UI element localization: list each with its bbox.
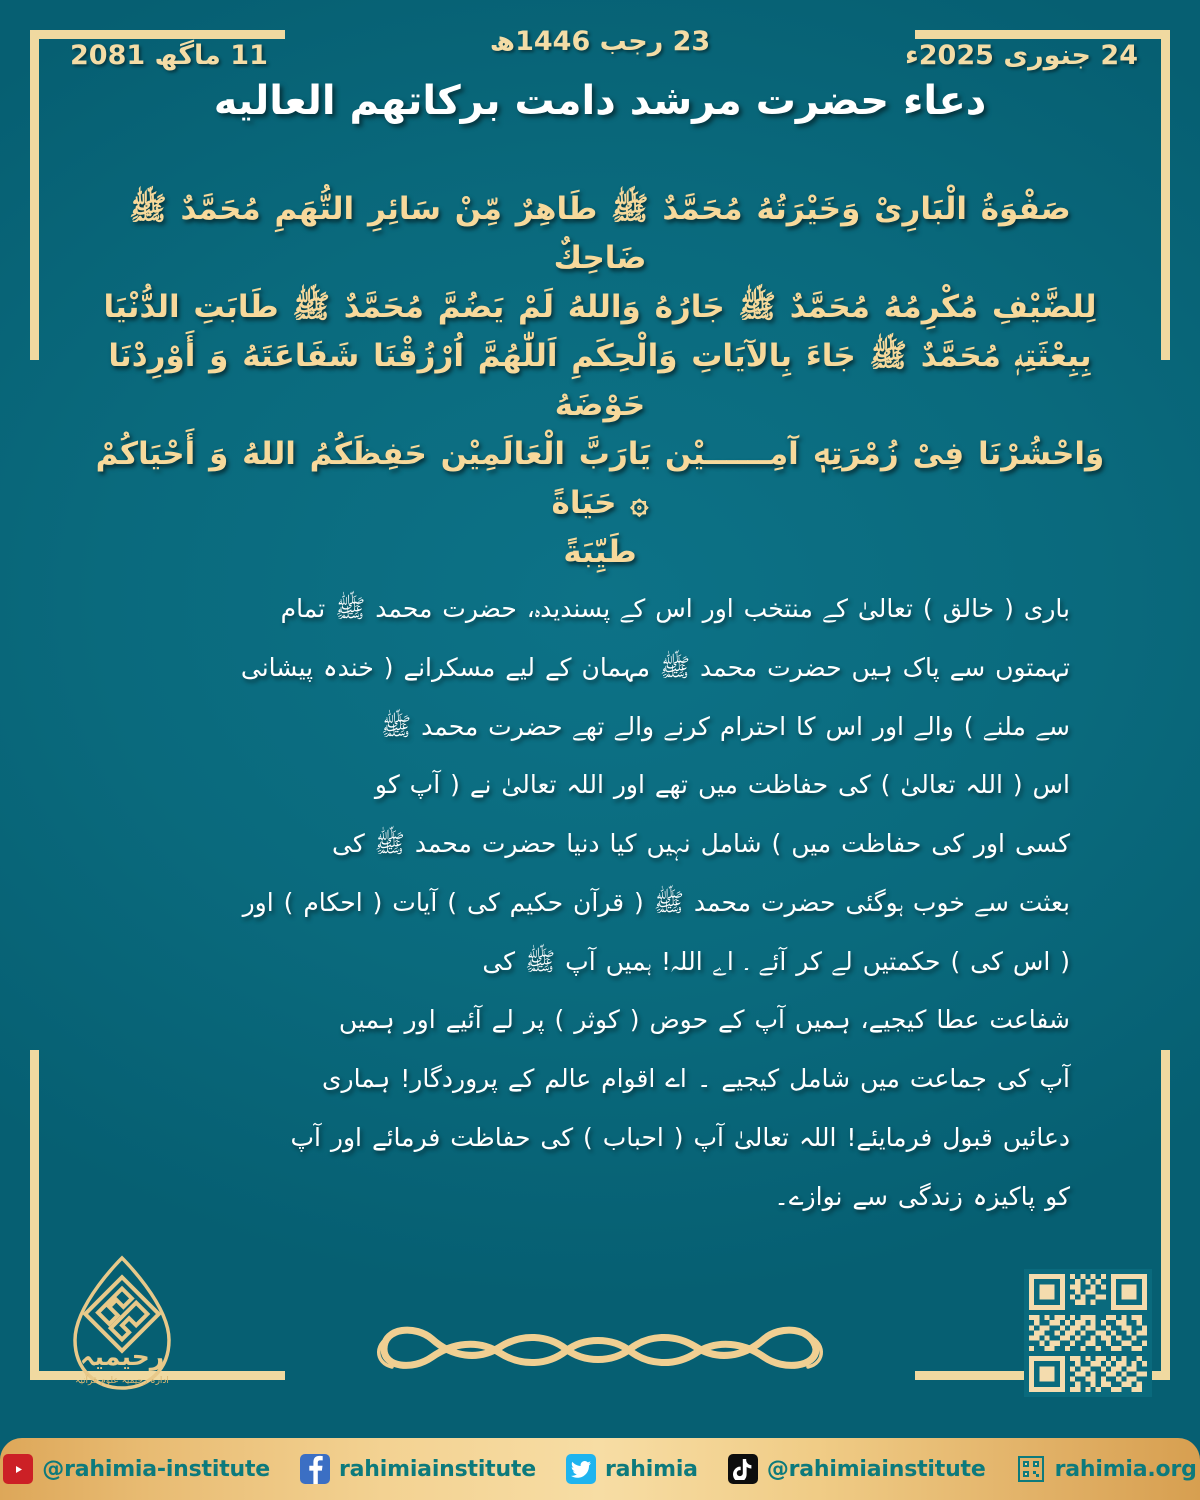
svg-text:ادارہ رحیمیہ علوم قرآنیہ: ادارہ رحیمیہ علوم قرآنیہ [75, 1376, 169, 1386]
frame-right-bottom [1161, 1050, 1170, 1380]
social-handle: rahimia [605, 1456, 698, 1482]
urdu-line: آپ کی جماعت میں شامل کیجیے ۔ اے اقوام عالم کے پروردگار! ہماری [321, 1064, 1070, 1093]
page-title: دعاء حضرت مرشد دامت بركاتهم العاليه [213, 78, 987, 124]
date-bikram: 11 ماگھ 2081 [70, 40, 268, 71]
website-qr-icon [1016, 1454, 1046, 1484]
qr-code[interactable] [1024, 1269, 1152, 1397]
rahimia-institute-logo [55, 1252, 190, 1402]
arabic-line: لِلضَّيْفِ مُكْرِمُهُ مُحَمَّدٌ ﷺ جَارُهُ وَاللهُ لَمْ يَضُمَّ مُحَمَّدٌ ﷺ طَابَتِ الدُّنْيَا [103, 288, 1097, 325]
social-website[interactable] [1016, 1454, 1197, 1484]
svg-text:رحیمیہ: رحیمیہ [79, 1342, 165, 1371]
social-twitter[interactable] [566, 1454, 698, 1484]
facebook-icon [300, 1454, 330, 1484]
urdu-line: اس ( اللہ تعالیٰ ) کی حفاظت میں تھے اور اللہ تعالیٰ نے ( آپ کو [374, 770, 1070, 800]
urdu-line: دعائیں قبول فرمایئے! اللہ تعالیٰ آپ ( احباب ) کی حفاظت فرمائے اور آپ [290, 1122, 1070, 1152]
tiktok-icon [728, 1454, 758, 1484]
urdu-line: کو پاکیزہ زندگی سے نوازے۔ [774, 1181, 1070, 1211]
social-handle: @rahimiainstitute [766, 1456, 986, 1482]
arabic-dua-block [80, 185, 1120, 577]
urdu-line: کسی اور کی حفاظت میں ) شامل نہیں کیا دنیا حضرت محمد ﷺ کی [331, 829, 1070, 858]
frame-top-right [915, 30, 1170, 39]
urdu-line: شفاعت عطا کیجیے، ہمیں آپ کے حوض ( کوثر ) پر لے آئیے اور ہمیں [338, 1005, 1070, 1035]
urdu-line: بعثت سے خوب ہوگئی حضرت محمد ﷺ ( قرآن حکیم کی ) آیات ( احکام ) اور [242, 887, 1070, 917]
date-hijri: 23 رجب 1446ھ [489, 26, 711, 57]
arabic-line: بِبِعْثَتِهٖ مُحَمَّدٌ ﷺ جَاءَ بِالآيَاتِ وَالْحِكَمِ اَللّٰهُمَّ اُرْزُقْنَا شَفَاعَتَهُ وَ أَوْرِدْنَا حَوْضَهُ [108, 337, 1092, 423]
social-youtube[interactable] [3, 1454, 270, 1484]
arabic-line: طَيِّبَةً [563, 533, 637, 570]
urdu-line: باری ( خالق ) تعالیٰ کے منتخب اور اس کے پسندیدہ، حضرت محمد ﷺ تمام [280, 594, 1070, 623]
frame-top-left [30, 30, 285, 39]
twitter-icon [566, 1454, 596, 1484]
social-handle: rahimia.org [1054, 1456, 1197, 1482]
social-facebook[interactable] [300, 1454, 536, 1484]
social-handle: rahimiainstitute [339, 1456, 536, 1482]
social-footer [0, 1438, 1200, 1500]
urdu-line: ( اس کی ) حکمتیں لے کر آئے ۔ اے اللہ! ہمیں آپ ﷺ کی [482, 946, 1070, 976]
urdu-line: تہمتوں سے پاک ہیں حضرت محمد ﷺ مہمان کے لیے مسکرانے ( خندہ پیشانی [240, 652, 1070, 682]
date-gregorian: 24 جنوری 2025ء [904, 40, 1138, 71]
decorative-flourish [360, 1305, 840, 1385]
urdu-line: سے ملنے ) والے اور اس کا احترام کرنے والے تھے حضرت محمد ﷺ [380, 711, 1070, 741]
social-tiktok[interactable] [728, 1454, 986, 1484]
arabic-line: صَفْوَةُ الْبَارِىْ وَخَيْرَتُهُ مُحَمَّدٌ ﷺ طَاهِرٌ مِّنْ سَائِرِ التُّهَمِ مُحَمَّدٌ ﷺ ضَاحِكٌ [129, 191, 1071, 276]
urdu-translation-block [200, 580, 1070, 1226]
arabic-line: وَاحْشُرْنَا فِىْ زُمْرَتِهٖ آمِــــــيْن يَارَبَّ الْعَالَمِيْن حَفِظَكُمُ اللهُ وَ أَحْيَاكُمْ ۞ حَيَاةً [95, 435, 1105, 521]
frame-left-bottom [30, 1050, 39, 1380]
social-handle: @rahimia-institute [42, 1456, 271, 1482]
youtube-icon [3, 1454, 33, 1484]
